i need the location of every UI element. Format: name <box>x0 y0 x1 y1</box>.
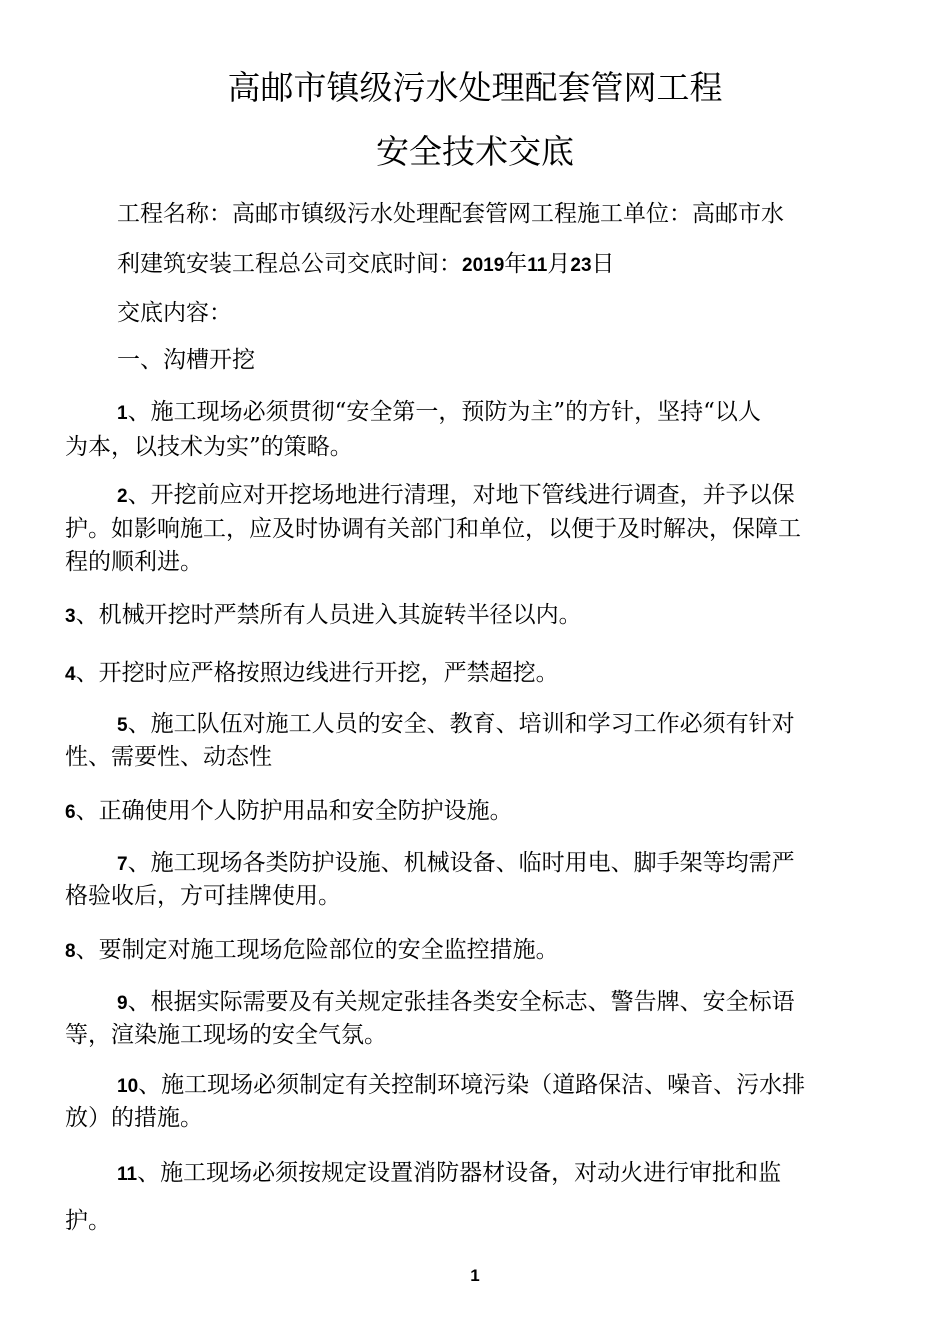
item-text-continued: 格验收后，方可挂牌使用。 <box>65 883 341 909</box>
content-label: 交底内容： <box>117 300 232 326</box>
item-number: 4 <box>65 664 76 685</box>
briefing-month: 11 <box>527 255 548 276</box>
document-title: 高邮市镇级污水处理配套管网工程 <box>227 68 723 107</box>
item-text: 、机械开挖时严禁所有人员进入其旋转半径以内。 <box>75 602 582 628</box>
item-number: 1 <box>117 403 128 424</box>
list-item <box>117 480 795 512</box>
item-number: 2 <box>117 486 128 507</box>
project-info-line-2 <box>117 249 615 281</box>
item-number: 10 <box>117 1076 139 1097</box>
item-text: 、根据实际需要及有关规定张挂各类安全标志、警告牌、安全标语 <box>127 989 795 1015</box>
item-text: 、施工队伍对施工人员的安全、教育、培训和学习工作必须有针对 <box>127 711 795 737</box>
item-text: 、开挖时应严格按照边线进行开挖，严禁超挖。 <box>75 660 559 686</box>
item-text-continued: 放）的措施。 <box>65 1105 203 1131</box>
item-text-continued: 护。 <box>65 1208 111 1234</box>
item-number: 3 <box>65 606 76 627</box>
day-char: 日 <box>591 251 615 277</box>
item-number: 7 <box>117 854 128 875</box>
document-subtitle: 安全技术交底 <box>376 132 574 171</box>
item-number: 6 <box>65 802 76 823</box>
item-text: 、开挖前应对开挖场地进行清理，对地下管线进行调查，并予以保 <box>127 482 795 508</box>
item-text-continued: 性、需要性、动态性 <box>65 744 272 770</box>
item-text: 、施工现场必须按规定设置消防器材设备，对动火进行审批和监 <box>137 1160 782 1186</box>
item-text: 、施工现场必须贯彻“安全第一，预防为主”的方针，坚持“以人 <box>127 399 761 425</box>
project-info-line-1: 工程名称：高邮市镇级污水处理配套管网工程施工单位：高邮市水 <box>117 201 784 227</box>
list-item <box>65 658 559 690</box>
item-text-continued: 等，渲染施工现场的安全气氛。 <box>65 1022 387 1048</box>
year-char: 年 <box>504 251 528 277</box>
item-text: 、施工现场各类防护设施、机械设备、临时用电、脚手架等均需严 <box>127 850 795 876</box>
item-number: 8 <box>65 941 76 962</box>
page-number: 1 <box>470 1266 480 1285</box>
briefing-year: 2019 <box>462 255 505 276</box>
item-number: 9 <box>117 993 128 1014</box>
project-info-text: 利建筑安装工程总公司交底时间： <box>117 251 462 277</box>
list-item <box>65 796 513 828</box>
month-char: 月 <box>547 251 571 277</box>
list-item <box>117 1070 805 1102</box>
list-item <box>117 848 795 880</box>
list-item <box>117 987 795 1019</box>
list-item <box>117 397 761 429</box>
item-number: 5 <box>117 715 128 736</box>
item-number: 11 <box>117 1164 138 1185</box>
list-item <box>117 1158 781 1190</box>
item-text: 、要制定对施工现场危险部位的安全监控措施。 <box>75 937 559 963</box>
list-item <box>65 600 582 632</box>
item-text: 、施工现场必须制定有关控制环境污染（道路保洁、噪音、污水排 <box>138 1072 806 1098</box>
list-item <box>117 709 795 741</box>
item-text: 、正确使用个人防护用品和安全防护设施。 <box>75 798 513 824</box>
item-text-continued: 程的顺利进。 <box>65 549 203 575</box>
list-item <box>65 935 559 967</box>
item-text-continued: 护。如影响施工，应及时协调有关部门和单位，以便于及时解决，保障工 <box>65 516 801 542</box>
item-text-continued: 为本，以技术为实”的策略。 <box>65 434 353 460</box>
briefing-day: 23 <box>570 255 592 276</box>
section-title: 一、沟槽开挖 <box>117 347 255 373</box>
